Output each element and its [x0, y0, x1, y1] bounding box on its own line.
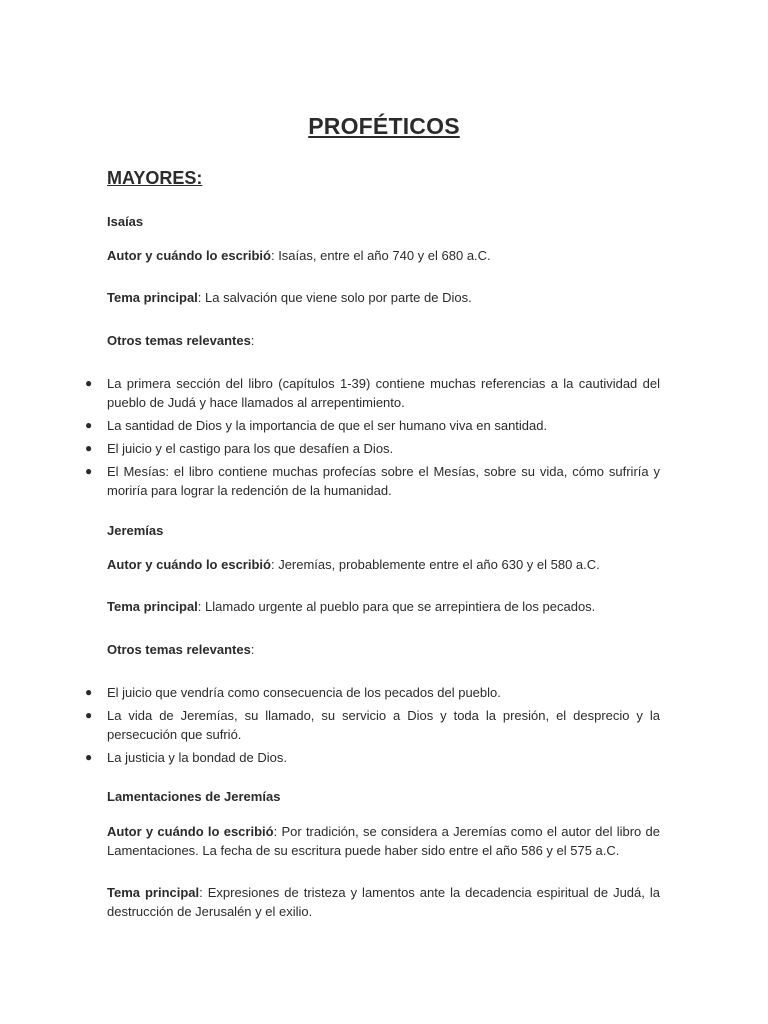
list-item-text: La santidad de Dios y la importancia de que el ser humano viva en santidad.	[107, 418, 548, 433]
list-item-text: El juicio que vendría como consecuencia de los pecados del pueblo.	[107, 685, 501, 700]
list-item-text: La primera sección del libro (capítulos 1-39) contiene muchas referencias a la cautividad del pueblo de Judá y hace llamados al arrepentimiento.	[107, 376, 660, 410]
author-paragraph-lamentaciones	[107, 822, 660, 860]
list-item	[85, 706, 660, 744]
author-text: : Isaías, entre el año 740 y el 680 a.C.	[270, 248, 491, 263]
bullet-icon: ●	[85, 685, 93, 699]
author-label: Autor y cuándo lo escribió	[107, 824, 274, 839]
author-paragraph-isaias	[107, 246, 660, 265]
theme-paragraph-isaias	[107, 288, 660, 307]
author-text: : Por tradición, se considera a Jeremías como el autor del libro de Lamentaciones. La fecha de su escritura puede haber sido entre el año 586 y el 575 a.C.	[107, 824, 661, 858]
other-themes-heading-jeremias	[107, 640, 660, 659]
theme-label: Tema principal	[107, 290, 198, 305]
theme-label: Tema principal	[107, 885, 200, 900]
section-title: MAYORES:	[107, 168, 203, 188]
other-themes-heading-isaias	[107, 331, 660, 350]
list-item-text: La vida de Jeremías, su llamado, su servicio a Dios y toda la presión, el desprecio y la persecución que sufrió.	[107, 708, 660, 742]
theme-text: : Llamado urgente al pueblo para que se arrepintiera de los pecados.	[197, 599, 596, 614]
theme-paragraph-lamentaciones	[107, 883, 660, 921]
list-item	[85, 439, 660, 458]
bullet-icon: ●	[85, 418, 93, 432]
bullet-icon: ●	[85, 708, 93, 722]
author-label: Autor y cuándo lo escribió	[107, 557, 271, 572]
bullet-icon: ●	[85, 750, 93, 764]
book-title-lamentaciones: Lamentaciones de Jeremías	[107, 789, 281, 804]
other-themes-label: Otros temas relevantes	[107, 642, 251, 657]
other-themes-colon: :	[250, 333, 255, 348]
bullet-icon: ●	[85, 441, 93, 455]
bullet-list-jeremias	[85, 683, 660, 771]
author-label: Autor y cuándo lo escribió	[107, 248, 271, 263]
author-paragraph-jeremias	[107, 555, 660, 574]
list-item	[85, 416, 660, 435]
list-item	[85, 748, 660, 767]
list-item	[85, 462, 660, 500]
theme-label: Tema principal	[107, 599, 198, 614]
book-title-isaias: Isaías	[107, 214, 144, 229]
other-themes-label: Otros temas relevantes	[107, 333, 251, 348]
list-item	[85, 374, 660, 412]
list-item	[85, 683, 660, 702]
theme-text: : Expresiones de tristeza y lamentos ante la decadencia espiritual de Judá, la destrucción de Jerusalén y el exilio.	[107, 885, 660, 919]
document-title: PROFÉTICOS	[308, 113, 460, 139]
list-item-text: El juicio y el castigo para los que desafíen a Dios.	[107, 441, 394, 456]
list-item-text: La justicia y la bondad de Dios.	[107, 750, 287, 765]
theme-paragraph-jeremias	[107, 597, 660, 616]
list-item-text: El Mesías: el libro contiene muchas profecías sobre el Mesías, sobre su vida, cómo sufriría y moriría para lograr la redención de la humanidad.	[107, 464, 660, 498]
bullet-icon: ●	[85, 376, 93, 390]
bullet-list-isaias	[85, 374, 660, 504]
bullet-icon: ●	[85, 464, 93, 478]
book-title-jeremias: Jeremías	[107, 523, 164, 538]
theme-text: : La salvación que viene solo por parte de Dios.	[197, 290, 472, 305]
author-text: : Jeremías, probablemente entre el año 630 y el 580 a.C.	[270, 557, 600, 572]
other-themes-colon: :	[250, 642, 255, 657]
